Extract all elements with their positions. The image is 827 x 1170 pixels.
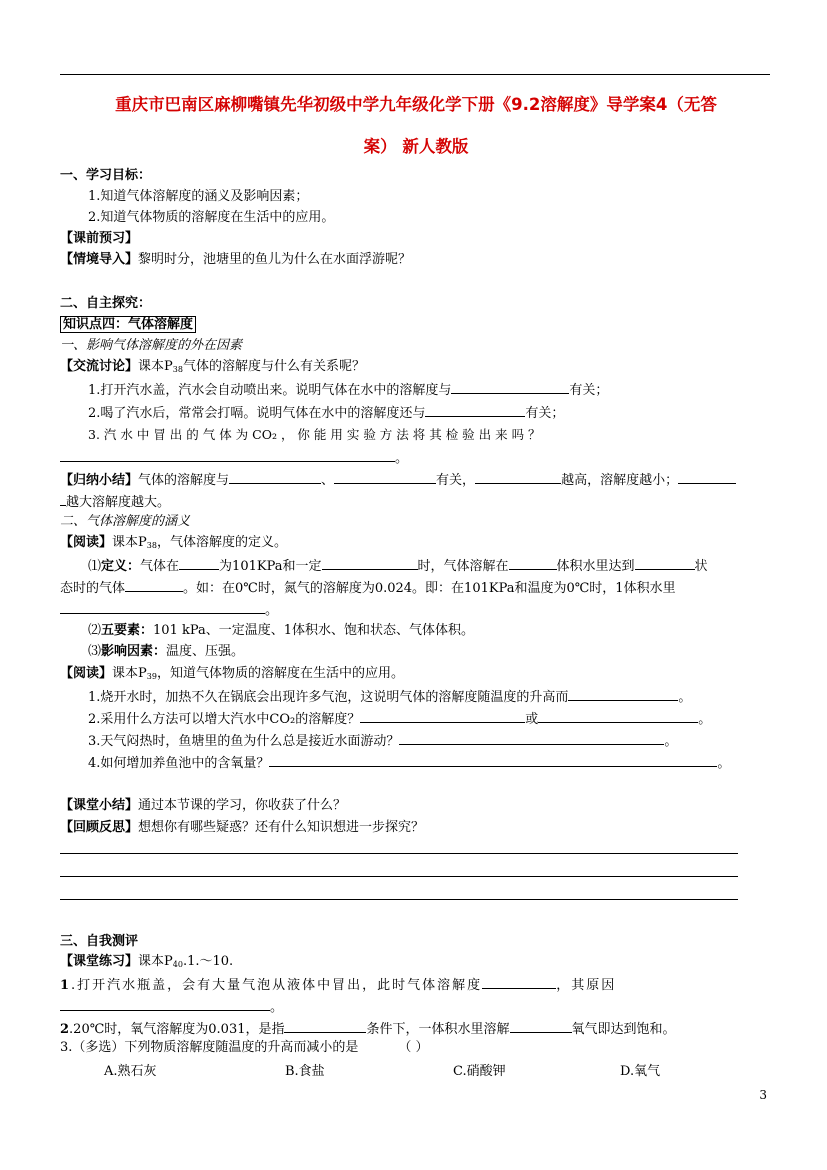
page-number: 3	[759, 1088, 767, 1102]
discussion-page-subscript: 38	[172, 365, 183, 374]
reading-2-text-a: 课本P	[112, 666, 147, 681]
definition-text-a: 气体在	[140, 559, 180, 574]
influencing-factors-number: ⑶	[88, 644, 102, 659]
test-question-2-number: 2	[60, 1022, 70, 1037]
scenario-text: 黎明时分，池塘里的鱼儿为什么在水面浮游呢？	[138, 252, 412, 267]
test-question-1	[60, 975, 616, 995]
definition-line-3-end: 。	[265, 603, 279, 618]
question-2	[88, 403, 564, 423]
application-4-end: 。	[717, 756, 731, 771]
discussion-text-a: 课本P	[138, 359, 173, 374]
test-question-2-text-a: .20℃时，氧气溶解度为0.031，是指	[69, 1022, 285, 1037]
answer-blank[interactable]	[229, 470, 321, 484]
test-question-2	[60, 1019, 676, 1039]
section-3-heading: 三、自我测评	[60, 934, 139, 949]
class-practice-text-b: .1.～10.	[182, 954, 234, 969]
scenario-intro	[60, 251, 411, 269]
five-elements	[88, 622, 474, 640]
reflection-label: 【回顾反思】	[60, 820, 139, 835]
reading-2-page-subscript: 39	[146, 672, 157, 681]
answer-blank[interactable]	[179, 556, 219, 570]
summary-text-b: 、	[321, 473, 335, 488]
answer-blank[interactable]	[425, 403, 525, 417]
application-1	[88, 687, 691, 707]
five-elements-text: 101 kPa、一定温度、1体积水、饱和状态、气体体积。	[153, 623, 475, 638]
application-2-end: 。	[698, 712, 712, 727]
summary-line	[60, 470, 736, 490]
test-question-1-end: 。	[270, 1000, 284, 1015]
influencing-factors-text: 温度、压强。	[166, 644, 245, 659]
discussion-line	[60, 358, 365, 379]
answer-blank[interactable]	[334, 470, 436, 484]
answer-blank[interactable]	[538, 709, 698, 723]
application-3-text: 3.天气闷热时，鱼塘里的鱼为什么总是接近水面游动？	[88, 734, 400, 749]
answer-blank[interactable]	[451, 380, 569, 394]
subsection-2-heading: 二、气体溶解度的涵义	[60, 514, 191, 529]
answer-blank[interactable]	[568, 687, 678, 701]
question-2-end: 有关；	[525, 406, 565, 421]
class-summary-label: 【课堂小结】	[60, 798, 139, 813]
application-2-text: 2.采用什么方法可以增大汽水中CO₂的溶解度？	[88, 712, 361, 727]
test-question-3-text: 3.（多选）下列物质溶解度随温度的升高而减小的是	[60, 1040, 359, 1055]
reflection-answer-line-3[interactable]	[60, 899, 738, 900]
document-title-line-2: 案） 新人教版	[363, 137, 469, 156]
reading-label: 【阅读】	[60, 535, 113, 550]
summary-text-a: 气体的溶解度与	[138, 473, 230, 488]
preview-heading: 【课前预习】	[60, 231, 139, 246]
definition-text-e: 状	[694, 559, 708, 574]
question-2-text: 2.喝了汽水后，常常会打嗝。说明气体在水中的溶解度还与	[88, 406, 426, 421]
question-1-text: 1.打开汽水盖，汽水会自动喷出来。说明气体在水中的溶解度与	[88, 383, 452, 398]
answer-blank[interactable]	[399, 731, 664, 745]
question-3-end: 。	[395, 451, 409, 466]
definition-text-c: 时，气体溶解在	[417, 559, 509, 574]
summary-text-e: 越大溶解度越大。	[66, 495, 171, 510]
application-4-text: 4.如何增加养鱼池中的含氧量？	[88, 756, 270, 771]
definition-line-1	[88, 556, 708, 576]
test-question-1-reason: ，其原因	[556, 978, 617, 993]
application-3	[88, 731, 677, 751]
class-practice-page-subscript: 40	[172, 960, 183, 969]
reading-1	[60, 534, 287, 555]
summary-label: 【归纳小结】	[60, 473, 139, 488]
option-a[interactable]: A.熟石灰	[104, 1064, 157, 1079]
class-summary-text: 通过本节课的学习，你收获了什么？	[138, 798, 347, 813]
reflection	[60, 819, 424, 837]
question-3: 3. 汽 水 中 冒 出 的 气 体 为 CO₂ ， 你 能 用 实 验 方 法 将 其 检 验 出 来 吗 ？	[88, 427, 541, 442]
five-elements-number: ⑵	[88, 623, 102, 638]
answer-blank[interactable]	[678, 470, 736, 484]
test-question-2-text-b: 条件下，一体积水里溶解	[366, 1022, 510, 1037]
answer-blank[interactable]	[60, 448, 395, 462]
summary-line-2	[60, 492, 170, 512]
reflection-text: 想想你有哪些疑惑？还有什么知识想进一步探究？	[138, 820, 425, 835]
answer-blank[interactable]	[322, 556, 418, 570]
answer-blank[interactable]	[269, 753, 717, 767]
answer-blank[interactable]	[60, 997, 270, 1011]
definition-line-3	[60, 600, 278, 620]
answer-blank[interactable]	[60, 600, 265, 614]
option-d[interactable]: D.氧气	[620, 1064, 661, 1079]
document-title-line-1: 重庆市巴南区麻柳嘴镇先华初级中学九年级化学下册《9.2溶解度》导学案4（无答	[115, 95, 717, 114]
definition-text-d: 体积水里达到	[556, 559, 635, 574]
option-c[interactable]: C.硝酸钾	[453, 1064, 506, 1079]
answer-blank[interactable]	[510, 1019, 572, 1033]
definition-line-2-text-a: 态时的气体	[60, 581, 126, 596]
answer-blank[interactable]	[509, 556, 557, 570]
definition-line-2	[60, 578, 676, 598]
influencing-factors	[88, 643, 244, 661]
section-1-heading: 一、学习目标：	[60, 168, 152, 183]
answer-blank[interactable]	[635, 556, 695, 570]
test-question-1-text: .打开汽水瓶盖，会有大量气泡从液体中冒出，此时气体溶解度	[71, 978, 483, 993]
definition-label: 定义：	[101, 559, 141, 574]
question-1-end: 有关；	[569, 383, 609, 398]
class-practice	[60, 953, 233, 974]
class-practice-label: 【课堂练习】	[60, 954, 139, 969]
reading-2	[60, 665, 404, 686]
reading-2-text-b: ，知道气体物质的溶解度在生活中的应用。	[156, 666, 404, 681]
summary-text-d: 越高，溶解度越小；	[561, 473, 679, 488]
test-question-1-answer-line	[60, 997, 283, 1017]
application-4	[88, 753, 730, 773]
goal-1: 1.知道气体溶解度的涵义及影响因素；	[88, 189, 309, 204]
reading-1-text-b: ，气体溶解度的定义。	[156, 535, 287, 550]
definition-line-2-text-b: 。如：在0℃时，氮气的溶解度为0.024。即：在101KPa和温度为0℃时，1体积水里	[183, 581, 676, 596]
reflection-answer-line-1[interactable]	[60, 853, 738, 854]
definition-text-b: 为101KPa和一定	[219, 559, 322, 574]
test-question-1-number: 1	[60, 978, 72, 993]
five-elements-label: 五要素：	[101, 623, 154, 638]
test-question-2-text-c: 氧气即达到饱和。	[571, 1022, 676, 1037]
test-question-3-answer-paren[interactable]: （ ）	[398, 1040, 429, 1055]
header-rule	[60, 74, 770, 75]
goal-2: 2.知道气体物质的溶解度在生活中的应用。	[88, 210, 335, 225]
discussion-text-b: 气体的溶解度与什么有关系呢？	[182, 359, 365, 374]
question-3-answer-line	[60, 448, 408, 468]
knowledge-point-box	[60, 316, 196, 334]
influencing-factors-label: 影响因素：	[101, 644, 167, 659]
option-b[interactable]: B.食盐	[285, 1064, 325, 1079]
class-practice-text-a: 课本P	[138, 954, 173, 969]
answer-blank[interactable]	[482, 975, 556, 989]
application-1-end: 。	[678, 690, 692, 705]
question-1	[88, 380, 608, 400]
application-2-or: 或	[525, 712, 539, 727]
discussion-label: 【交流讨论】	[60, 359, 139, 374]
scenario-label: 【情境导入】	[60, 252, 139, 267]
reading-1-text-a: 课本P	[112, 535, 147, 550]
reflection-answer-line-2[interactable]	[60, 876, 738, 877]
reading-label: 【阅读】	[60, 666, 113, 681]
knowledge-point-label: 知识点四：气体溶解度	[60, 316, 196, 333]
answer-blank[interactable]	[284, 1019, 366, 1033]
class-summary	[60, 797, 346, 815]
answer-blank[interactable]	[475, 470, 561, 484]
application-3-end: 。	[664, 734, 678, 749]
reading-1-page-subscript: 38	[146, 541, 157, 550]
answer-blank[interactable]	[125, 578, 183, 592]
summary-text-c: 有关，	[436, 473, 476, 488]
answer-blank[interactable]	[360, 709, 525, 723]
application-1-text: 1.烧开水时，加热不久在锅底会出现许多气泡，这说明气体的溶解度随温度的升高而	[88, 690, 569, 705]
section-2-heading: 二、自主探究：	[60, 296, 152, 311]
application-2	[88, 709, 711, 729]
subsection-1-heading: 一、影响气体溶解度的外在因素	[60, 338, 243, 353]
test-question-3	[60, 1039, 429, 1057]
definition-number: ⑴	[88, 559, 102, 574]
